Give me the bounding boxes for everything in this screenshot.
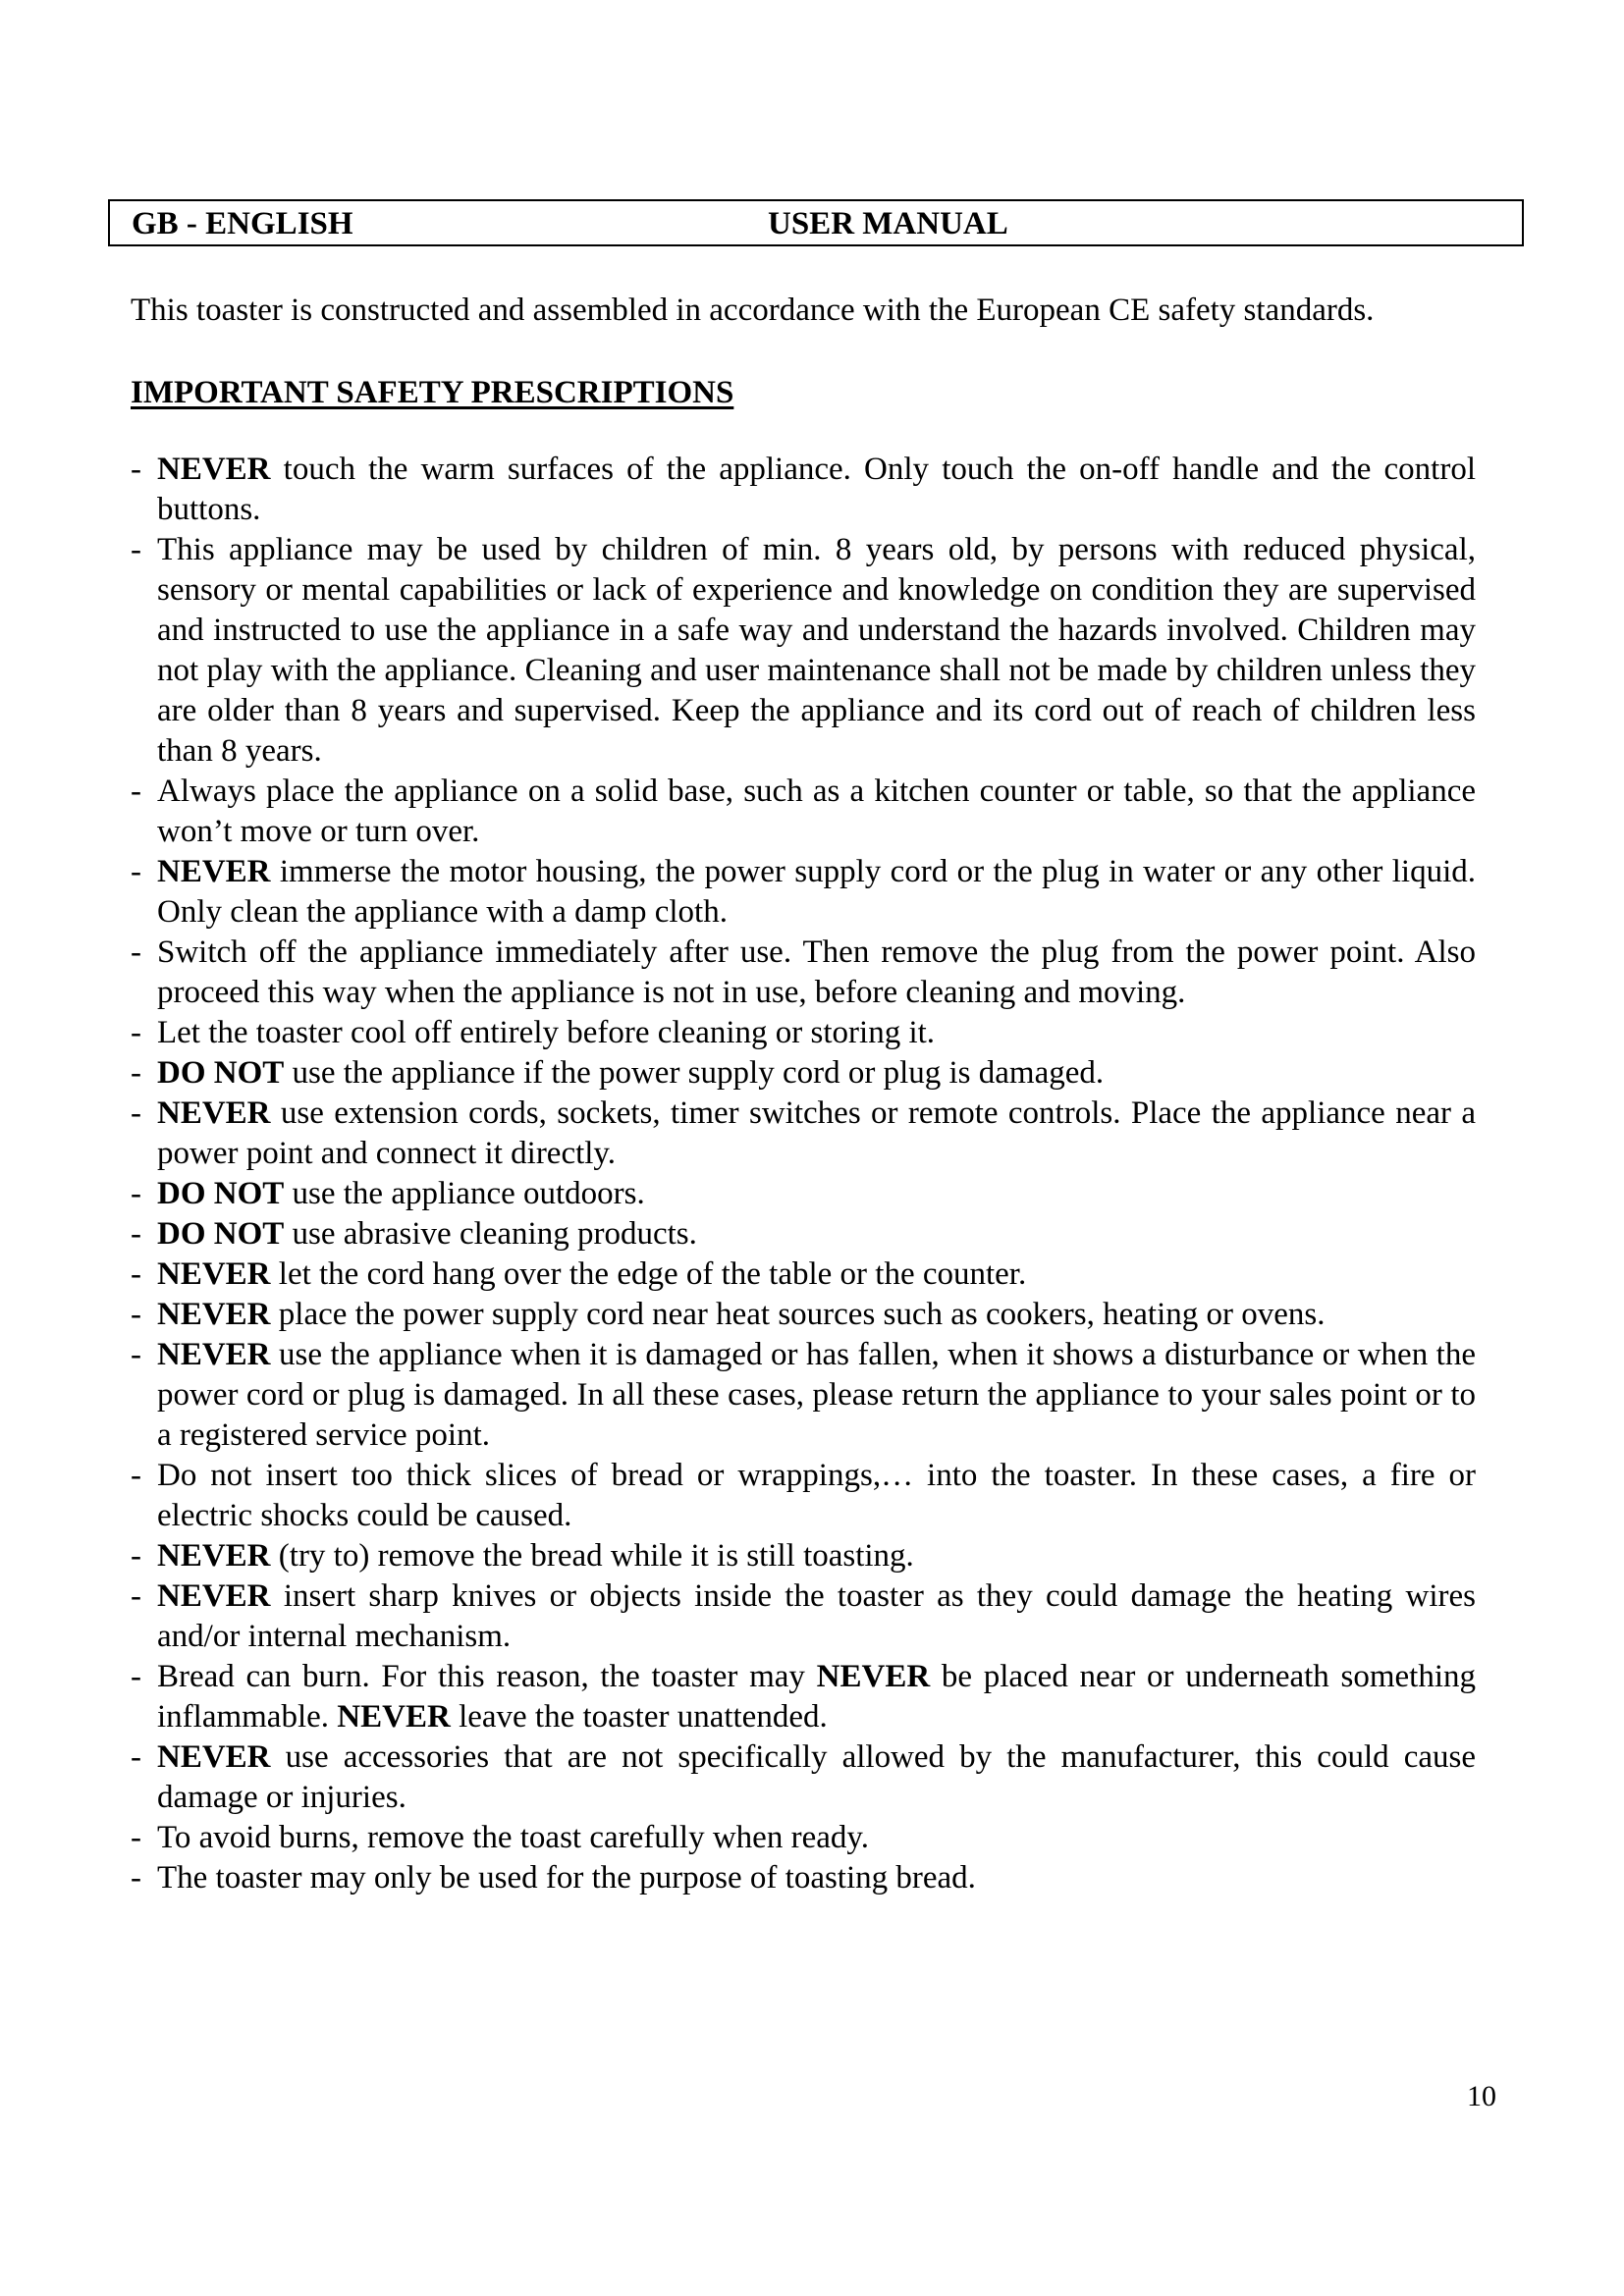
item-text: Let the toaster cool off entirely before cleaning or storing it. [157, 1015, 936, 1050]
list-item-text [157, 1576, 1476, 1657]
item-text: use abrasive cleaning products. [284, 1216, 697, 1252]
list-item-text [157, 772, 1476, 852]
header-title: USER MANUAL [768, 206, 1008, 241]
header-language: GB - ENGLISH [132, 206, 353, 241]
list-item [131, 1013, 1476, 1053]
dash-bullet: - [131, 1458, 141, 1493]
item-text: (try to) remove the bread while it is still toasting. [270, 1538, 914, 1574]
list-item-text [157, 1013, 1476, 1053]
list-item-text [157, 1214, 1476, 1255]
emphasis-text: NEVER [157, 452, 271, 487]
dash-bullet: - [131, 452, 141, 487]
item-text: use the appliance if the power supply cord or plug is damaged. [284, 1055, 1105, 1091]
dash-bullet: - [131, 1860, 141, 1896]
list-item [131, 772, 1476, 852]
list-item-text [157, 852, 1476, 933]
emphasis-text: NEVER [157, 1095, 271, 1131]
dash-bullet: - [131, 1297, 141, 1332]
dash-bullet: - [131, 934, 141, 970]
emphasis-text: DO NOT [157, 1216, 285, 1252]
list-item [131, 1858, 1476, 1898]
dash-bullet: - [131, 1739, 141, 1775]
list-item [131, 1657, 1476, 1737]
item-text: use the appliance when it is damaged or has fallen, when it shows a disturbance or when the power cord or plug is damaged. In all these cases, please return the appliance to your sales point or to a registered service point. [157, 1337, 1476, 1453]
dash-bullet: - [131, 1820, 141, 1855]
list-item [131, 1255, 1476, 1295]
dash-bullet: - [131, 854, 141, 889]
list-item [131, 530, 1476, 772]
list-item [131, 1174, 1476, 1214]
list-item-text [157, 1255, 1476, 1295]
emphasis-text: DO NOT [157, 1176, 285, 1211]
list-item [131, 1536, 1476, 1576]
list-item [131, 933, 1476, 1013]
list-item-text [157, 1737, 1476, 1818]
list-item [131, 1576, 1476, 1657]
item-text: use accessories that are not specifically allowed by the manufacturer, this could cause damage or injuries. [157, 1739, 1476, 1815]
dash-bullet: - [131, 1578, 141, 1614]
safety-list [131, 450, 1476, 1898]
emphasis-text: NEVER [157, 1256, 271, 1292]
list-item [131, 1456, 1476, 1536]
page-number: 10 [1467, 2080, 1496, 2112]
item-text: Do not insert too thick slices of bread or wrappings,… into the toaster. In these cases, a fire or electric shocks could be caused. [157, 1458, 1476, 1533]
list-item-text [157, 933, 1476, 1013]
list-item [131, 450, 1476, 530]
dash-bullet: - [131, 1055, 141, 1091]
dash-bullet: - [131, 1216, 141, 1252]
list-item-text [157, 1536, 1476, 1576]
list-item [131, 1214, 1476, 1255]
emphasis-text: NEVER [157, 1538, 271, 1574]
list-item [131, 852, 1476, 933]
list-item [131, 1335, 1476, 1456]
dash-bullet: - [131, 1659, 141, 1694]
list-item-text [157, 1053, 1476, 1094]
list-item-text [157, 1858, 1476, 1898]
list-item-text [157, 1657, 1476, 1737]
emphasis-text: NEVER [157, 1739, 271, 1775]
item-text: Bread can burn. For this reason, the toaster may [157, 1659, 817, 1694]
list-item-text [157, 1335, 1476, 1456]
item-text: place the power supply cord near heat sources such as cookers, heating or ovens. [270, 1297, 1326, 1332]
list-item-text [157, 1456, 1476, 1536]
emphasis-text: NEVER [157, 1297, 271, 1332]
dash-bullet: - [131, 774, 141, 809]
list-item [131, 1094, 1476, 1174]
section-title: IMPORTANT SAFETY PRESCRIPTIONS [131, 375, 734, 410]
list-item [131, 1737, 1476, 1818]
list-item-text [157, 1174, 1476, 1214]
emphasis-text: NEVER [157, 1337, 271, 1372]
dash-bullet: - [131, 1337, 141, 1372]
list-item-text [157, 1295, 1476, 1335]
list-item-text [157, 1818, 1476, 1858]
dash-bullet: - [131, 1015, 141, 1050]
item-text: immerse the motor housing, the power supply cord or the plug in water or any other liquid. Only clean the appliance with a damp cloth. [157, 854, 1476, 930]
item-text: Always place the appliance on a solid base, such as a kitchen counter or table, so that the appliance won’t move or turn over. [157, 774, 1476, 849]
emphasis-text: NEVER [337, 1699, 451, 1735]
dash-bullet: - [131, 1176, 141, 1211]
emphasis-text: DO NOT [157, 1055, 285, 1091]
emphasis-text: NEVER [157, 854, 271, 889]
list-item-text [157, 1094, 1476, 1174]
dash-bullet: - [131, 1538, 141, 1574]
list-item [131, 1818, 1476, 1858]
list-item-text [157, 530, 1476, 772]
item-text: leave the toaster unattended. [450, 1699, 828, 1735]
item-text: The toaster may only be used for the purpose of toasting bread. [157, 1860, 976, 1896]
item-text: To avoid burns, remove the toast carefully when ready. [157, 1820, 869, 1855]
item-text: use the appliance outdoors. [284, 1176, 645, 1211]
emphasis-text: NEVER [157, 1578, 271, 1614]
item-text: Switch off the appliance immediately after use. Then remove the plug from the power point. Also proceed this way when the appliance is not in use, before cleaning and moving. [157, 934, 1476, 1010]
item-text: touch the warm surfaces of the appliance. Only touch the on-off handle and the control buttons. [157, 452, 1476, 527]
list-item [131, 1053, 1476, 1094]
intro-paragraph: This toaster is constructed and assembled in accordance with the European CE safety standards. [131, 293, 1375, 328]
list-item-text [157, 450, 1476, 530]
item-text: This appliance may be used by children of min. 8 years old, by persons with reduced physical, sensory or mental capabilities or lack of experience and knowledge on condition they are supervised and instructed to use the appliance in a safe way and understand the hazards involved. Children may not play with the appliance. Cleaning and user maintenance shall not be made by children unless they are older than 8 years and supervised. Keep the appliance and its cord out of reach of children less than 8 years. [157, 532, 1476, 769]
list-item [131, 1295, 1476, 1335]
header-box [108, 199, 1524, 246]
emphasis-text: NEVER [816, 1659, 931, 1694]
dash-bullet: - [131, 1256, 141, 1292]
item-text: insert sharp knives or objects inside the toaster as they could damage the heating wires and/or internal mechanism. [157, 1578, 1476, 1654]
item-text: be placed near or underneath something inflammable. [157, 1659, 1477, 1735]
dash-bullet: - [131, 1095, 141, 1131]
dash-bullet: - [131, 532, 141, 567]
item-text: use extension cords, sockets, timer switches or remote controls. Place the appliance near a power point and connect it directly. [157, 1095, 1476, 1171]
item-text: let the cord hang over the edge of the table or the counter. [270, 1256, 1027, 1292]
